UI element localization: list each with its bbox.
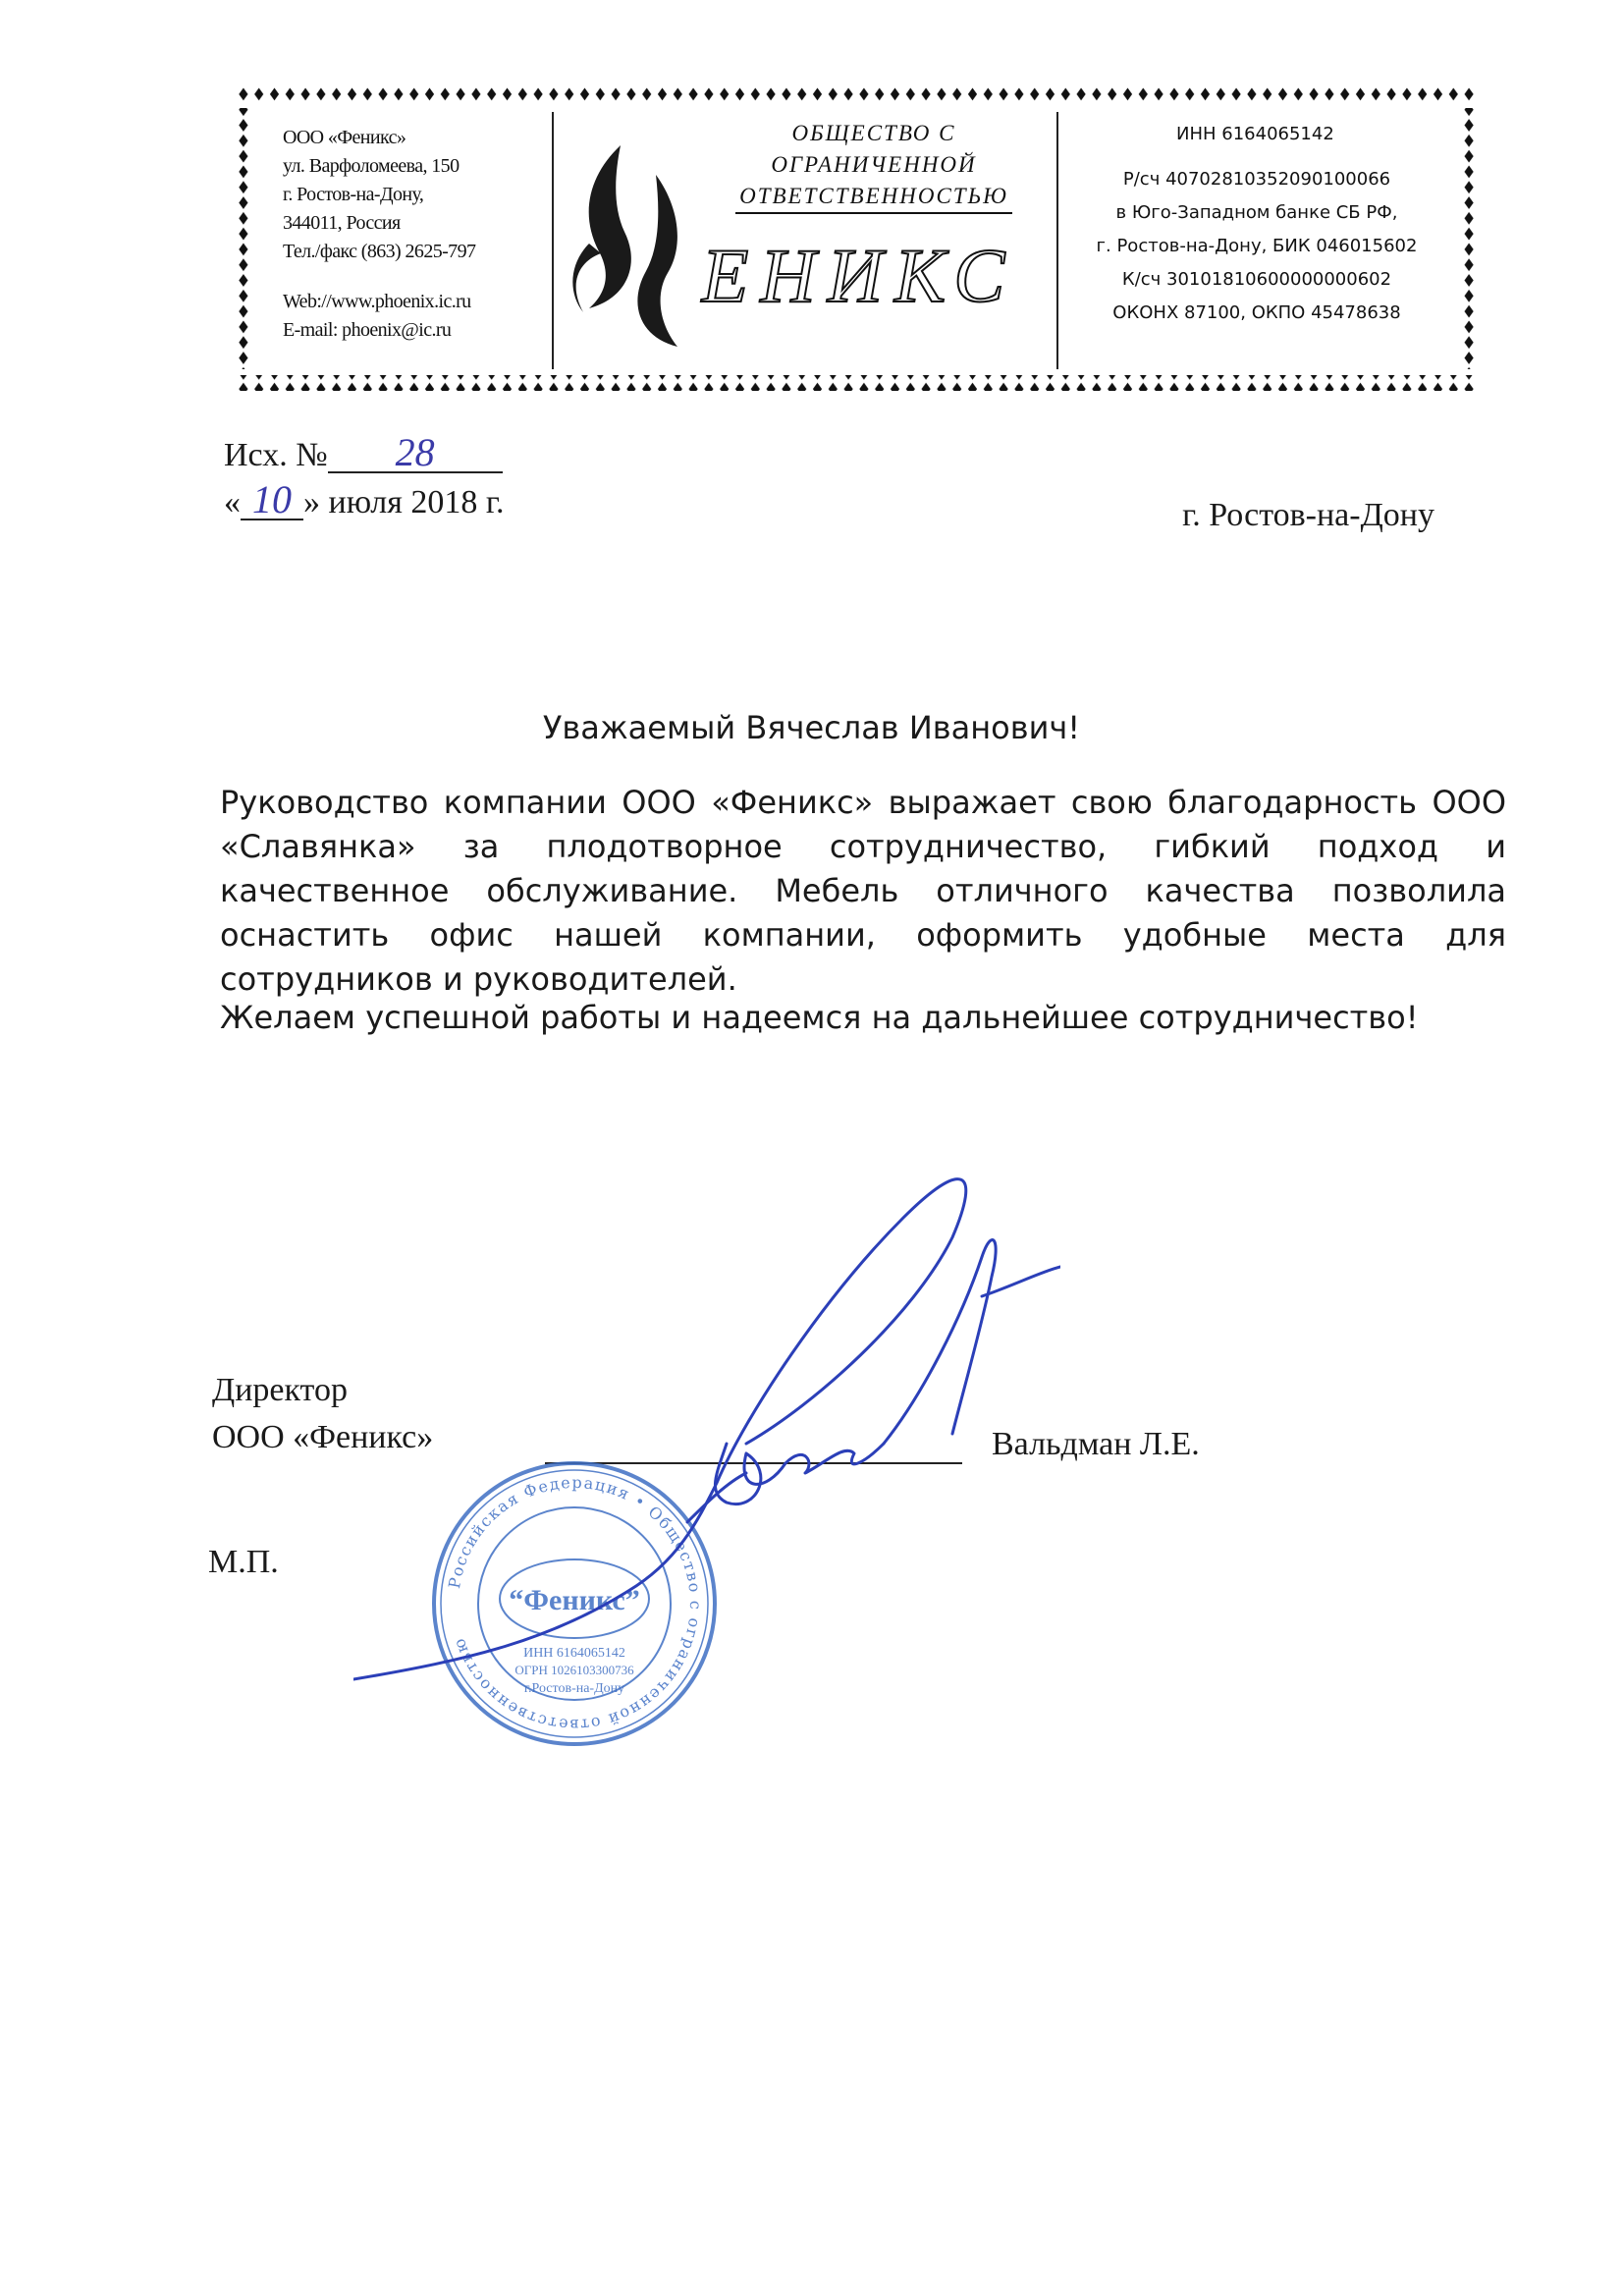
okonh-line: ОКОНХ 87100, ОКПО 45478638	[1112, 302, 1401, 323]
email-link[interactable]: E-mail: phoenix@ic.ru	[283, 319, 452, 341]
account-line: Р/сч 40702810352090100066	[1122, 169, 1391, 190]
street-line: ул. Варфоломеева, 150	[283, 155, 460, 177]
city-line: г. Ростов-на-Дону,	[283, 184, 424, 205]
signatory-name: Вальдман Л.Е.	[992, 1426, 1200, 1462]
company-name-line: ООО «Феникс»	[283, 127, 406, 148]
phone-line: Тел./факс (863) 2625-797	[283, 241, 476, 262]
date-day-value: 10	[252, 477, 292, 521]
divider-left	[552, 112, 554, 369]
letter-date	[224, 477, 505, 521]
signatory-position: Директор	[212, 1372, 348, 1408]
date-rest: » июля 2018 г.	[303, 484, 505, 520]
web-link[interactable]: Web://www.phoenix.ic.ru	[283, 291, 471, 312]
stamp-city: г.Ростов-на-Дону	[523, 1681, 625, 1696]
stamp-center-text: “Феникс”	[509, 1584, 640, 1616]
bank-line: в Юго-Западном банке СБ РФ,	[1115, 202, 1398, 223]
body-paragraph-2: Желаем успешной работы и надеемся на дальнейшее сотрудничество!	[220, 999, 1419, 1036]
divider-right	[1056, 112, 1058, 369]
stamp-inn: ИНН 6164065142	[523, 1646, 625, 1661]
stamp-outer-text: Российская Федерация • Общество с ограниченной ответственностью	[445, 1472, 706, 1735]
city-of-issue: г. Ростов-на-Дону	[1182, 497, 1434, 533]
bik-line: г. Ростов-на-Дону, БИК 046015602	[1096, 236, 1418, 256]
outgoing-number	[224, 430, 503, 474]
seal-placeholder-label: М.П.	[208, 1544, 279, 1580]
handwritten-signature	[353, 1149, 1060, 1699]
org-type-line-1: ОБЩЕСТВО С	[791, 121, 956, 145]
date-open-quote: «	[224, 484, 241, 520]
signatory-company: ООО «Феникс»	[212, 1419, 434, 1455]
outgoing-number-label: Исх. №	[224, 437, 328, 473]
outgoing-number-value: 28	[395, 430, 435, 474]
body-paragraph-1: Руководство компании ООО «Феникс» выражает свою благодарность ООО «Славянка» за плодотворное сотрудничество, гибкий подход и качественное обслуживание. Мебель отличного качества позволила оснастить офис нашей компании, оформить удобные места для сотрудников и руководителей.	[220, 784, 1506, 998]
org-type-block	[697, 118, 1051, 214]
salutation: Уважаемый Вячеслав Иванович!	[542, 709, 1081, 746]
stamp-ogrn: ОГРН 1026103300736	[514, 1663, 634, 1677]
inn-line: ИНН 6164065142	[1176, 124, 1334, 144]
bank-details-block	[1060, 118, 1453, 330]
org-type-line-2: ОГРАНИЧЕННОЙ	[771, 152, 977, 177]
postcode-line: 344011, Россия	[283, 212, 401, 234]
phoenix-flame-logo-icon	[560, 136, 707, 361]
org-type-line-3: ОТВЕТСТВЕННОСТЬЮ	[735, 181, 1012, 214]
outgoing-number-field	[328, 430, 503, 474]
org-name-logotype: ЕНИКС	[701, 233, 1017, 318]
letterhead	[236, 86, 1479, 393]
company-address-block	[283, 124, 538, 345]
corr-account-line: К/сч 30101810600000000602	[1121, 269, 1392, 290]
date-day-field	[241, 477, 303, 521]
